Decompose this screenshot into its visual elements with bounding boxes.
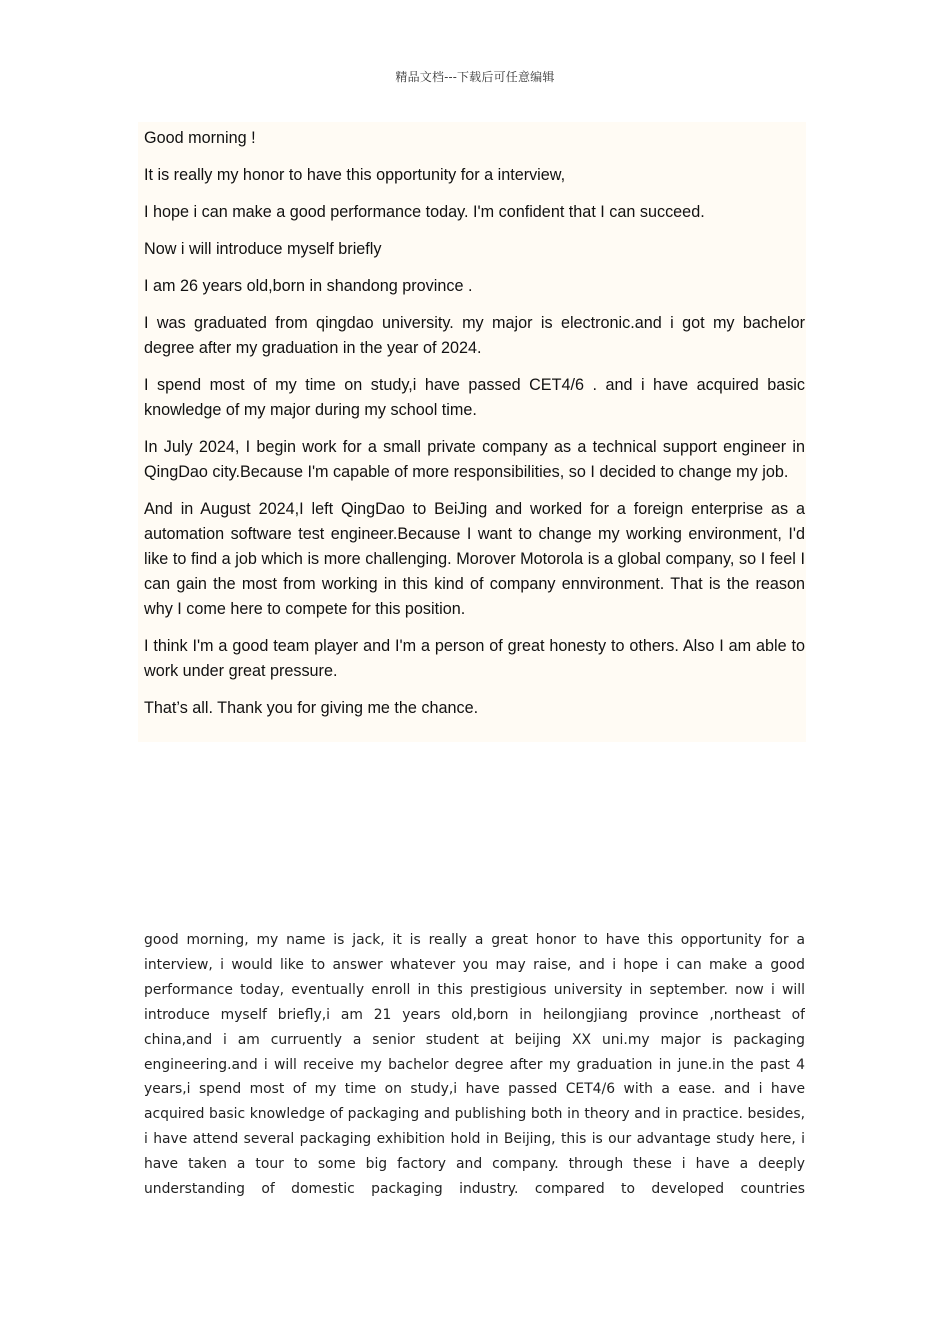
second-introduction-block: [144, 928, 805, 1202]
paragraph-second-job: And in August 2024,I left QingDao to BeiJing and worked for a foreign enterprise as a automation software test engineer.Because I want to change my working environment, I'd like to find a job which is more challenging. Morover Motorola is a global company, so I feel I can gain the most from working in this kind of company ennvironment. That is the reason why I come here to compete for this position.: [144, 500, 805, 618]
paragraph-honor: It is really my honor to have this opportunity for a interview,: [144, 166, 566, 184]
paragraph-education: I was graduated from qingdao university. my major is electronic.and i got my bachelor degree after my graduation in the year of 2024.: [144, 314, 805, 357]
paragraph-performance: I hope i can make a good performance today. I'm confident that I can succeed.: [144, 203, 705, 221]
paragraph-introduce: Now i will introduce myself briefly: [144, 240, 382, 258]
paragraph-age: I am 26 years old,born in shandong province .: [144, 277, 473, 295]
self-introduction-block: [138, 122, 806, 742]
paragraph-first-job: In July 2024, I begin work for a small private company as a technical support engineer in QingDao city.Because I'm capable of more responsibilities, so I decided to change my job.: [144, 438, 805, 481]
paragraph-greeting: Good morning !: [144, 129, 256, 147]
paragraph-closing: That’s all. Thank you for giving me the chance.: [144, 699, 479, 717]
paragraph-teamwork: I think I'm a good team player and I'm a person of great honesty to others. Also I am able to work under great pressure.: [144, 637, 805, 680]
second-introduction-text: good morning, my name is jack, it is really a great honor to have this opportunity for a interview, i would like to answer whatever you may raise, and i hope i can make a good performance today, eventually enroll in this prestigious university in september. now i will introduce myself briefly,i am 21 years old,born in heilongjiang province ,northeast of china,and i am curruently a senior student at beijing XX uni.my major is packaging engineering.and i will receive my bachelor degree after my graduation in june.in the past 4 years,i spend most of my time on study,i have passed CET4/6 with a ease. and i have acquired basic knowledge of packaging and publishing both in theory and in practice. besides, i have attend several packaging exhibition hold in Beijing, this is our advantage study here, i have taken a tour to some big factory and company. through these i have a deeply understanding of domestic packaging industry. compared to developed countries: [144, 932, 805, 1198]
page-header: 精品文档---下载后可任意编辑: [395, 70, 555, 84]
paragraph-study: I spend most of my time on study,i have passed CET4/6 . and i have acquired basic knowledge of my major during my school time.: [144, 376, 805, 419]
